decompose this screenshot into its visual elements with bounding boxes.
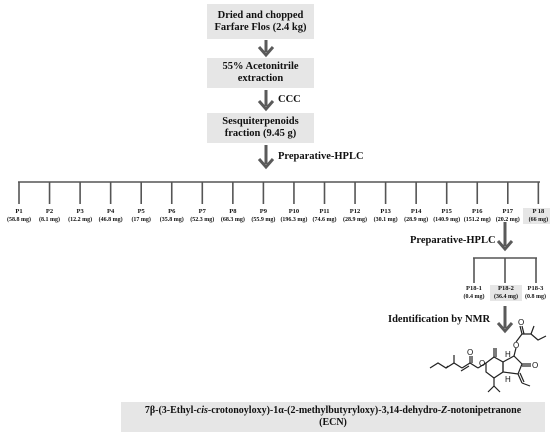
fraction-10: [279, 208, 309, 224]
extraction-line2: extraction: [237, 73, 284, 84]
fraction-mass: (28.9 mg): [343, 217, 368, 223]
fraction-name: P8: [229, 208, 237, 215]
fraction-1: [4, 208, 34, 224]
compound-name-prefix: 7β-(3-Ethyl-: [144, 405, 197, 416]
fraction-name: P11: [319, 208, 330, 215]
fraction-name: P10: [288, 208, 300, 215]
compound-name-middle: -crotonoyloxy)-1α-(2-methylbutyryloxy)-3,14-dehydro-: [207, 405, 442, 416]
fraction-name: P16: [472, 208, 483, 215]
compound-name-cis: cis: [196, 405, 208, 416]
fraction-mass: (30.1 mg): [373, 217, 398, 223]
fraction-15: [432, 208, 462, 224]
compound-name-box: [121, 402, 545, 432]
fraction-name: P 18: [532, 208, 545, 215]
fraction-name: P12: [349, 208, 361, 215]
fraction-name: P5: [137, 208, 145, 215]
fraction-name: P6: [168, 208, 176, 215]
fraction-6: [157, 208, 187, 224]
oxygen-label: O: [532, 361, 539, 370]
fraction-mass: (151.2 mg): [463, 217, 491, 223]
subfraction-p18-1: [459, 285, 489, 301]
subfraction-name: P18-1: [466, 285, 482, 292]
sesquiterpenoids-line2: fraction (9.45 g): [224, 128, 297, 139]
subfraction-mass: (36.4 mg): [494, 294, 518, 300]
arrow-3: [259, 145, 273, 167]
subfraction-p18-2: [490, 285, 522, 301]
compound-name-z: Z: [441, 405, 448, 416]
raw-material-line1: Dried and chopped: [217, 9, 304, 21]
chemical-structure: [430, 326, 546, 392]
fraction-13: [371, 208, 401, 224]
extraction-line1: 55% Acetonitrile: [222, 61, 299, 72]
fraction-name: P9: [259, 208, 267, 215]
subfraction-tree: [473, 258, 537, 283]
fraction-4: [96, 208, 126, 224]
prep-hplc-label-2: Preparative-HPLC: [410, 235, 496, 246]
fraction-mass: (28.9 mg): [404, 217, 429, 223]
fraction-mass: (140.9 mg): [433, 217, 461, 223]
fraction-17: [493, 208, 523, 224]
fraction-2: [35, 208, 65, 224]
compound-name: [121, 405, 545, 417]
fraction-8: [218, 208, 248, 224]
fraction-tree: [18, 182, 540, 204]
arrow-1: [259, 40, 273, 55]
subfraction-name: P18-3: [527, 285, 544, 292]
compound-abbreviation: (ECN): [319, 417, 347, 428]
sesquiterpenoids-line1: Sesquiterpenoids: [222, 116, 299, 127]
fraction-name: P4: [107, 208, 115, 215]
hydrogen-label: H: [505, 350, 511, 359]
fraction-name: P3: [76, 208, 84, 215]
fraction-mass: (58.8 mg): [7, 217, 31, 223]
subfraction-p18-3: [522, 285, 549, 301]
prep-hplc-label-1: Preparative-HPLC: [278, 151, 364, 162]
oxygen-label: O: [513, 341, 520, 350]
fraction-name: P17: [502, 208, 514, 215]
subfraction-mass: (0.4 mg): [463, 294, 485, 300]
fraction-mass: (196.3 mg): [280, 217, 308, 223]
fraction-mass: (74.6 mg): [312, 217, 337, 223]
fraction-3: [65, 208, 95, 224]
arrow-4: [498, 222, 512, 249]
fraction-11: [310, 208, 340, 224]
fraction-mass: (12.2 mg): [68, 217, 93, 223]
fraction-mass: (46.8 mg): [98, 217, 123, 223]
fraction-14: [401, 208, 431, 224]
fraction-9: [248, 208, 278, 224]
fraction-5: [126, 208, 156, 224]
fraction-name: P15: [441, 208, 452, 215]
fraction-name: P1: [15, 208, 23, 215]
oxygen-label: O: [518, 318, 525, 327]
fraction-mass: (52.3 mg): [190, 217, 215, 223]
fraction-mass: (20.2 mg): [495, 217, 520, 223]
fraction-7: [187, 208, 217, 224]
fraction-mass: (35.8 mg): [159, 217, 184, 223]
arrow-2: [259, 90, 273, 109]
arrow-5: [498, 306, 512, 331]
fraction-mass: (8.1 mg): [39, 217, 61, 223]
fraction-name: P2: [45, 208, 54, 215]
fraction-mass: (55.9 mg): [251, 217, 276, 223]
fraction-18: [523, 208, 550, 224]
fraction-16: [462, 208, 492, 224]
fraction-mass: (66 mg): [528, 217, 549, 223]
fraction-name: P14: [410, 208, 422, 215]
fraction-mass: (17 mg): [131, 217, 151, 223]
fraction-12: [340, 208, 370, 224]
nmr-label: Identification by NMR: [388, 314, 491, 325]
oxygen-label: O: [467, 348, 474, 357]
subfraction-mass: (0.8 mg): [525, 294, 546, 300]
fraction-mass: (68.3 mg): [220, 217, 245, 223]
fraction-name: P7: [198, 208, 206, 215]
fraction-name: P13: [380, 208, 391, 215]
oxygen-label: O: [479, 359, 486, 368]
raw-material-line2: Farfare Flos (2.4 kg): [214, 21, 307, 33]
ccc-label: CCC: [278, 94, 301, 105]
compound-name-suffix: -notonipetranone: [447, 405, 522, 416]
subfraction-name: P18-2: [498, 285, 514, 292]
hydrogen-label: H: [505, 375, 511, 384]
